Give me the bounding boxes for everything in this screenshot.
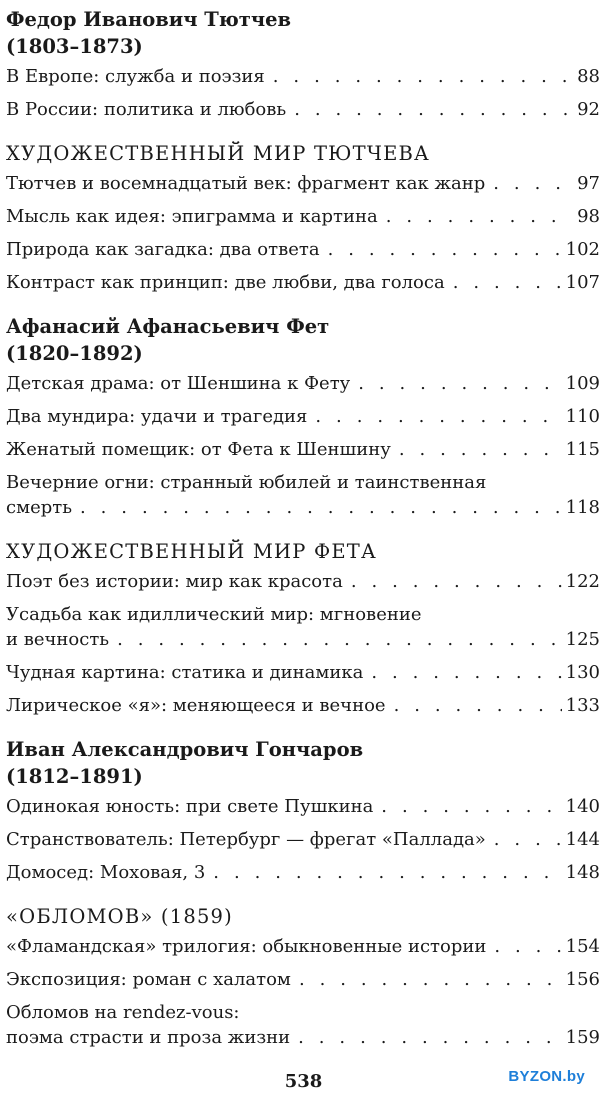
toc-entry[interactable] [6, 97, 600, 122]
toc-entry-page: 115 [565, 439, 600, 460]
toc-entry-title: Женатый помещик: от Фета к Шеншину [6, 439, 391, 460]
dot-leader [351, 569, 562, 594]
author-years: (1820–1892) [6, 342, 143, 365]
toc-entry-title: В России: политика и любовь [6, 99, 287, 120]
toc-entry[interactable] [6, 827, 600, 852]
toc-entry-page: 156 [565, 969, 600, 990]
toc-entry-page: 97 [577, 173, 600, 194]
toc-entry-title: Поэт без истории: мир как красота [6, 571, 343, 592]
dot-leader [386, 204, 573, 229]
toc-entry-page: 110 [565, 406, 600, 427]
toc-entry-page: 130 [565, 662, 600, 683]
author-heading [6, 313, 600, 367]
table-of-contents [6, 6, 600, 1058]
section-heading: ХУДОЖЕСТВЕННЫЙ МИР ФЕТА [6, 540, 377, 563]
dot-leader [299, 967, 562, 992]
toc-entry-title: Экспозиция: роман с халатом [6, 969, 291, 990]
dot-leader [358, 371, 561, 396]
toc-entry-title-line: Усадьба как идиллический мир: мгновение [6, 604, 422, 625]
author-name: Иван Александрович Гончаров [6, 738, 364, 761]
toc-entry-page: 98 [577, 206, 600, 227]
toc-entry-title: Мысль как идея: эпиграмма и картина [6, 206, 378, 227]
toc-entry[interactable] [6, 693, 600, 718]
dot-leader [371, 660, 561, 685]
toc-entry[interactable] [6, 602, 600, 652]
toc-entry[interactable] [6, 1000, 600, 1050]
toc-entry-title: Природа как загадка: два ответа [6, 239, 320, 260]
author-name: Федор Иванович Тютчев [6, 8, 292, 31]
toc-entry-title: и вечность [6, 629, 110, 650]
toc-entry[interactable] [6, 934, 600, 959]
toc-entry-page: 118 [565, 497, 600, 518]
toc-entry-page: 154 [565, 936, 600, 957]
toc-entry-title: Домосед: Моховая, 3 [6, 862, 206, 883]
toc-entry[interactable] [6, 967, 600, 992]
author-years: (1812–1891) [6, 765, 143, 788]
toc-entry-page: 92 [577, 99, 600, 120]
toc-entry[interactable] [6, 237, 600, 262]
dot-leader [294, 97, 573, 122]
toc-entry-title: «Фламандская» трилогия: обыкновенные истории [6, 936, 487, 957]
toc-entry-title: поэма страсти и проза жизни [6, 1027, 291, 1048]
author-name: Афанасий Афанасьевич Фет [6, 315, 330, 338]
toc-entry-page: 144 [565, 829, 600, 850]
toc-entry[interactable] [6, 470, 600, 520]
toc-entry[interactable] [6, 569, 600, 594]
toc-entry-page: 148 [565, 862, 600, 883]
dot-leader [394, 693, 562, 718]
toc-entry[interactable] [6, 860, 600, 885]
dot-leader [273, 64, 573, 89]
author-heading [6, 6, 600, 60]
toc-entry-title-line: Вечерние огни: странный юбилей и таинственная [6, 472, 487, 493]
dot-leader [80, 495, 562, 520]
toc-entry-page: 133 [565, 695, 600, 716]
toc-entry-title: В Европе: служба и поэзия [6, 66, 265, 87]
section-heading: «ОБЛОМОВ» (1859) [6, 905, 233, 928]
dot-leader [494, 934, 561, 959]
toc-entry-title: Лирическое «я»: меняющееся и вечное [6, 695, 386, 716]
toc-entry-page: 140 [565, 796, 600, 817]
author-heading [6, 736, 600, 790]
dot-leader [328, 237, 562, 262]
author-years: (1803–1873) [6, 35, 143, 58]
toc-entry-title: Тютчев и восемнадцатый век: фрагмент как жанр [6, 173, 486, 194]
toc-entry-title: смерть [6, 497, 73, 518]
toc-entry-page: 107 [565, 272, 600, 293]
dot-leader [399, 437, 562, 462]
toc-entry[interactable] [6, 437, 600, 462]
section-heading: ХУДОЖЕСТВЕННЫЙ МИР ТЮТЧЕВА [6, 142, 431, 165]
dot-leader [213, 860, 561, 885]
dot-leader [117, 627, 562, 652]
toc-entry[interactable] [6, 404, 600, 429]
dot-leader [453, 270, 562, 295]
toc-entry-title: Одинокая юность: при свете Пушкина [6, 796, 374, 817]
toc-entry-title: Два мундира: удачи и трагедия [6, 406, 308, 427]
dot-leader [494, 827, 562, 852]
toc-entry-page: 125 [565, 629, 600, 650]
toc-entry-title-line: Обломов на rendez-vous: [6, 1002, 240, 1023]
toc-entry-title: Чудная картина: статика и динамика [6, 662, 364, 683]
toc-entry[interactable] [6, 171, 600, 196]
dot-leader [315, 404, 561, 429]
watermark-logo: BYZON.by [508, 1068, 585, 1085]
dot-leader [493, 171, 573, 196]
toc-entry[interactable] [6, 270, 600, 295]
toc-entry-page: 122 [565, 571, 600, 592]
page-number: 538 [284, 1071, 323, 1092]
toc-entry-page: 159 [565, 1027, 600, 1048]
toc-entry-title: Контраст как принцип: две любви, два голоса [6, 272, 445, 293]
toc-entry-title: Странствователь: Петербург — фрегат «Паллада» [6, 829, 486, 850]
toc-entry[interactable] [6, 660, 600, 685]
toc-entry[interactable] [6, 204, 600, 229]
toc-entry-page: 88 [577, 66, 600, 87]
toc-entry[interactable] [6, 64, 600, 89]
toc-entry[interactable] [6, 794, 600, 819]
toc-entry[interactable] [6, 371, 600, 396]
dot-leader [298, 1025, 562, 1050]
toc-entry-title: Детская драма: от Шеншина к Фету [6, 373, 351, 394]
dot-leader [381, 794, 561, 819]
toc-entry-page: 109 [565, 373, 600, 394]
toc-entry-page: 102 [565, 239, 600, 260]
